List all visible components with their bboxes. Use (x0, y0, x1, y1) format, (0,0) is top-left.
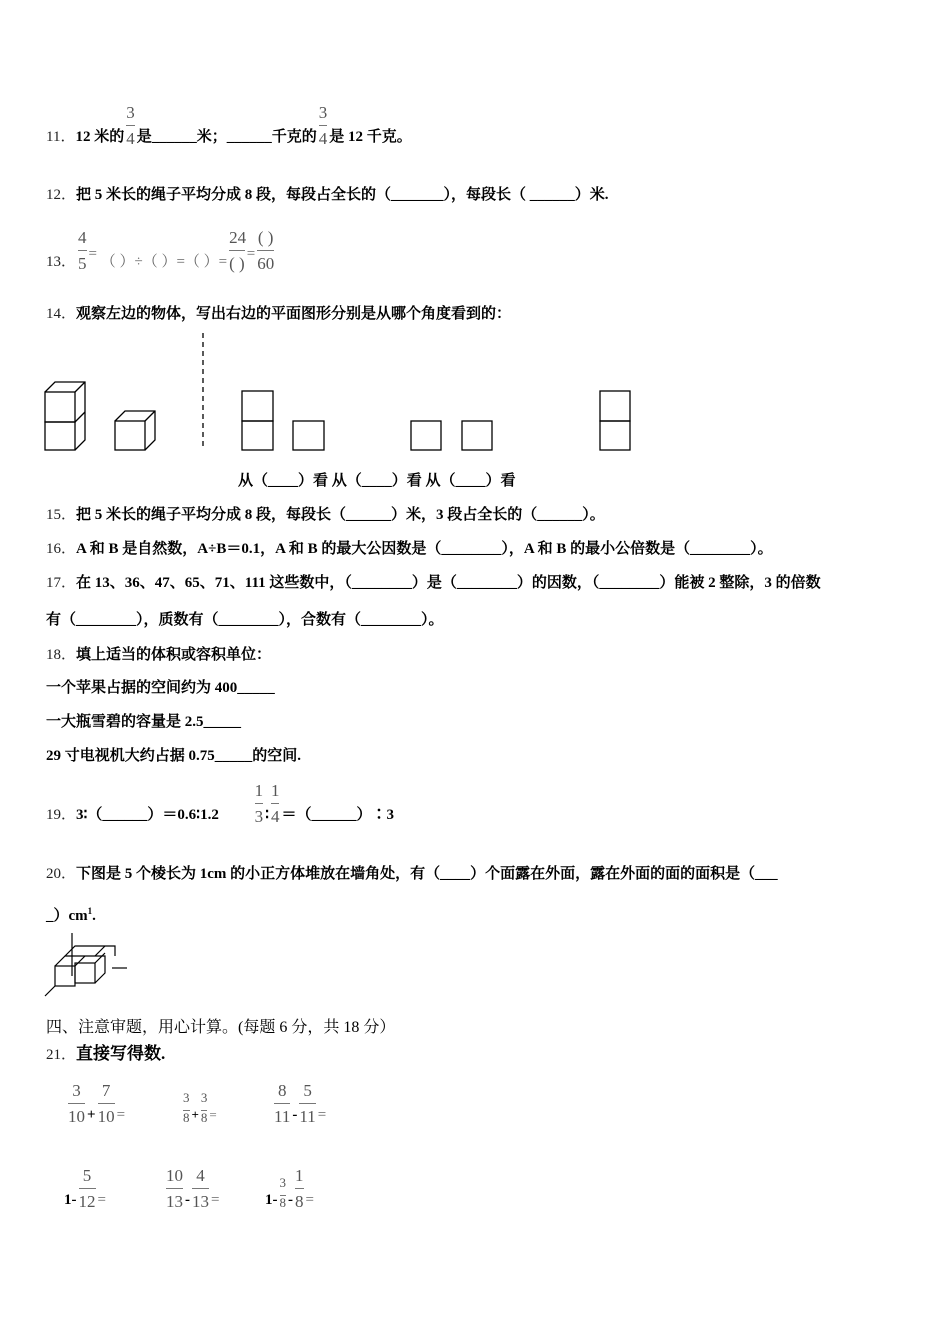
denominator: 4 (126, 129, 135, 148)
numerator: 4 (78, 228, 87, 251)
question-20: 20．下图是 5 个棱长为 1cm 的小正方体堆放在墙角处，有（____）个面露在外面，露在外面的面的面积是（___ (46, 866, 778, 882)
section-4-title: 四、注意审题，用心计算。(每题 6 分，共 18 分） (46, 1019, 396, 1036)
calc-item: 1- $\frac{5}{12}$ = (64, 1166, 106, 1211)
question-21: 21．直接写得数. (46, 1044, 166, 1063)
denominator: 4 (318, 129, 328, 148)
calc-item: $\frac{10}{13}$ - $\frac{4}{13}$ = (166, 1166, 220, 1211)
fraction (183, 1090, 190, 1128)
view-front (242, 391, 324, 450)
fraction (166, 1166, 183, 1212)
corner-cubes-figure (40, 928, 140, 1000)
numerator: 4 (192, 1166, 209, 1189)
denominator: 60 (257, 254, 275, 273)
fraction (126, 103, 135, 149)
numerator: 5 (299, 1081, 315, 1104)
view-top (411, 421, 492, 450)
question-16: 16．A 和 B 是自然数，A÷B＝0.1，A 和 B 的最大公因数是（________），A 和 B 的最小公倍数是（________）。 (46, 541, 773, 557)
fraction (78, 1166, 96, 1212)
numerator: 8 (274, 1081, 290, 1104)
numerator: 10 (166, 1166, 183, 1189)
q18-line: 29 寸电视机大约占据 0.75_____的空间. (46, 748, 302, 764)
fraction (229, 228, 247, 274)
calc-item: $\frac{3}{8}$ + $\frac{3}{8}$ = (181, 1105, 217, 1128)
question-19: 19．3∶（______）＝0.6∶1.2 $\frac{1}{3}$ ∶ $\frac{1}{4}$ ＝（______）∶3 (46, 781, 394, 826)
denominator: 12 (78, 1192, 96, 1211)
denominator: 5 (78, 254, 87, 273)
denominator: 10 (97, 1107, 115, 1126)
fraction (200, 1090, 208, 1128)
question-12: 12．把 5 米长的绳子平均分成 8 段，每段占全长的（_______），每段长（ ______）米. (46, 187, 609, 203)
numerator: 3 (319, 103, 328, 126)
fraction (274, 1081, 291, 1127)
numerator: ( ) (257, 228, 274, 251)
question-14: 14．观察左边的物体，写出右边的平面图形分别是从哪个角度看到的： (46, 306, 512, 322)
stacked-cubes-object (45, 382, 85, 450)
question-13: 13． $\frac{4}{5}$ = （ ）÷（ ）=（ ）= $\frac{24}{( )}$ = $\frac{( )}{60}$ (46, 228, 275, 273)
single-cube-object (115, 411, 155, 450)
denominator: 8 (279, 1195, 286, 1210)
denominator: 3 (254, 807, 264, 826)
fraction (270, 781, 280, 827)
denominator: ( ) (229, 254, 245, 273)
views-figure (0, 320, 700, 460)
numerator: 7 (98, 1081, 115, 1104)
q18-line: 一个苹果占据的空间约为 400_____ (46, 680, 275, 696)
question-11: 11．12 米的 $\frac{3}{4}$ 是______米；______千克的 $\frac{3}{4}$ 是 12 千克。 (46, 103, 412, 148)
view-labels: 从（____）看 从（____）看 从（____）看 (238, 473, 516, 489)
fraction (97, 1081, 115, 1127)
q18-line: 一大瓶雪碧的容量是 2.5_____ (46, 714, 242, 730)
fraction (279, 1175, 287, 1213)
view-side (600, 391, 630, 450)
numerator: 3 (183, 1088, 190, 1111)
numerator: 1 (255, 781, 264, 804)
calc-item: $\frac{3}{10}$ + $\frac{7}{10}$ = (68, 1081, 126, 1126)
denominator: 4 (270, 807, 280, 826)
denominator: 13 (166, 1192, 183, 1211)
numerator: 3 (126, 103, 135, 126)
question-20-cont: $\_)cm^1$. (46, 906, 96, 924)
calc-item: $\frac{8}{11}$ - $\frac{5}{11}$ = (274, 1081, 327, 1126)
numerator: 5 (79, 1166, 96, 1189)
fraction (254, 781, 264, 827)
denominator: 10 (68, 1107, 85, 1126)
fraction (68, 1081, 85, 1127)
denominator: 11 (274, 1107, 291, 1126)
numerator: 1 (295, 1166, 304, 1189)
numerator: 3 (68, 1081, 85, 1104)
numerator: 1 (271, 781, 280, 804)
question-17-cont: 有（________），质数有（________），合数有（________）。 (46, 612, 444, 628)
calc-item: 1- $\frac{3}{8}$ - $\frac{1}{8}$ = (265, 1166, 314, 1211)
question-15: 15．把 5 米长的绳子平均分成 8 段，每段长（______）米，3 段占全长的（______）。 (46, 507, 605, 523)
denominator: 8 (295, 1192, 304, 1211)
numerator: 3 (201, 1088, 208, 1111)
numerator: 3 (280, 1173, 287, 1196)
denominator: 11 (299, 1107, 316, 1126)
denominator: 8 (200, 1110, 208, 1125)
numerator: 24 (229, 228, 245, 251)
fraction (295, 1166, 304, 1212)
denominator: 8 (183, 1110, 190, 1125)
question-17: 17．在 13、36、47、65、71、111 这些数中，（________）是（________）的因数，（________）能被 2 整除，3 的倍数 (46, 575, 821, 591)
question-18: 18．填上适当的体积或容积单位： (46, 647, 272, 663)
denominator: 13 (192, 1192, 209, 1211)
fraction (318, 103, 328, 149)
fraction (78, 228, 87, 274)
fraction (192, 1166, 209, 1212)
fraction (257, 228, 275, 274)
fraction (299, 1081, 316, 1127)
